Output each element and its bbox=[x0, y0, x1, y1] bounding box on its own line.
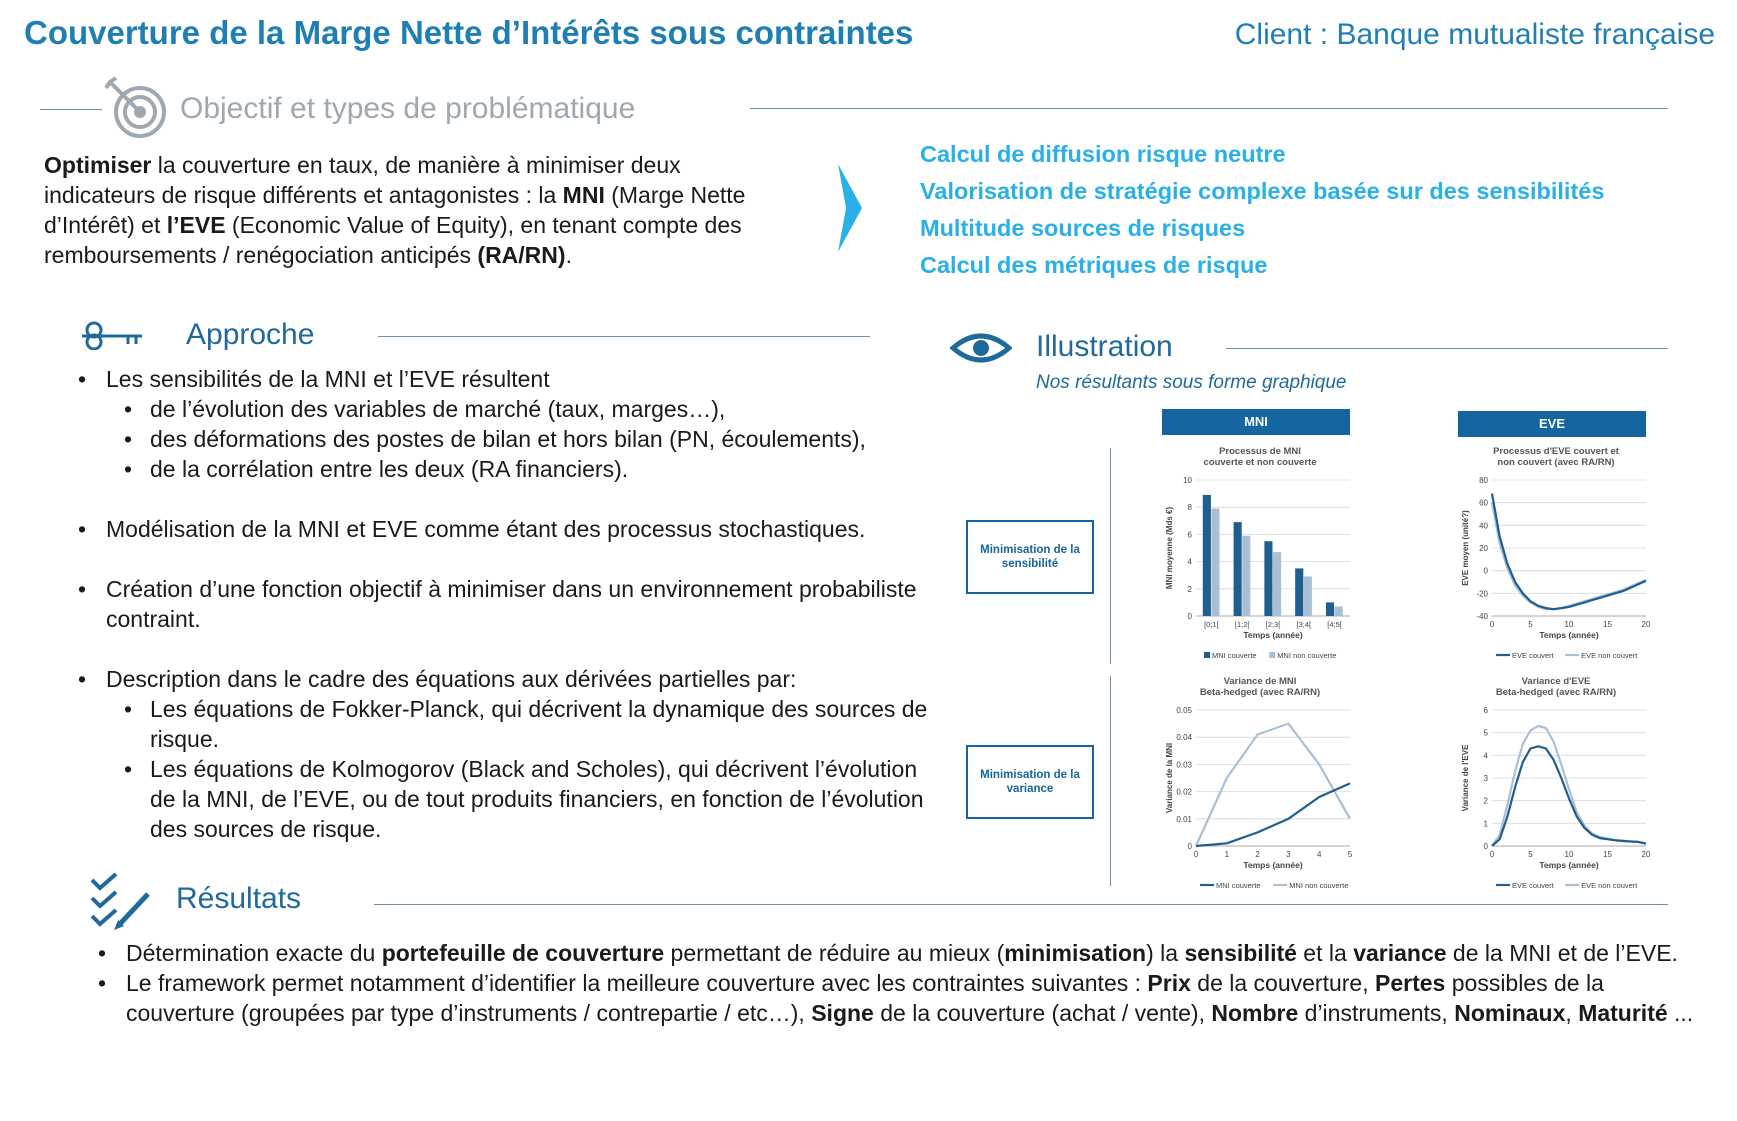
divider bbox=[378, 336, 870, 337]
objectif-paragraph bbox=[44, 150, 764, 270]
divider bbox=[40, 109, 102, 110]
y-axis-label: Variance de l'EVE bbox=[1461, 744, 1470, 812]
x-tick-label: 10 bbox=[1564, 850, 1574, 859]
approche-list bbox=[106, 364, 946, 844]
objectif-bold-run: l’EVE bbox=[166, 212, 226, 238]
y-tick-label: 0 bbox=[1483, 842, 1488, 851]
illustration-subtitle: Nos résultants sous forme graphique bbox=[1036, 372, 1347, 393]
spacer bbox=[106, 544, 946, 574]
problem-types-list bbox=[920, 136, 1604, 284]
illustration-section-title: Illustration bbox=[1036, 330, 1173, 363]
line-eve-couvert bbox=[1492, 746, 1646, 846]
spacer bbox=[106, 634, 946, 664]
approche-sub-bullet: • Les équations de Fokker-Planck, qui décrivent la dynamique des sources de risque. bbox=[150, 694, 946, 754]
bar-mni-couverte bbox=[1203, 495, 1211, 616]
legend-label: MNI non couverte bbox=[1277, 651, 1337, 658]
chart-mni-process bbox=[1160, 440, 1360, 658]
x-tick-label: 10 bbox=[1564, 620, 1574, 629]
divider bbox=[374, 904, 1668, 905]
row-label-variance: Minimisation de la variance bbox=[966, 745, 1094, 819]
divider bbox=[1226, 348, 1668, 349]
objectif-bold-run: (RA/RN) bbox=[477, 242, 566, 268]
objectif-bold-run: Optimiser bbox=[44, 152, 152, 178]
x-tick-label: 0 bbox=[1489, 620, 1495, 629]
resultats-text-run: permettant de réduire au mieux ( bbox=[664, 940, 1005, 966]
x-axis-label: Temps (année) bbox=[1243, 860, 1303, 870]
legend-label: EVE non couvert bbox=[1581, 881, 1638, 888]
problem-type-item: Calcul de diffusion risque neutre bbox=[920, 141, 1286, 167]
y-tick-label: 6 bbox=[1483, 706, 1488, 715]
y-tick-label: 20 bbox=[1479, 544, 1488, 553]
y-tick-label: -40 bbox=[1476, 612, 1488, 621]
resultats-bullet bbox=[126, 968, 1718, 1028]
approche-sub-bullet: • des déformations des postes de bilan et hors bilan (PN, écoulements), bbox=[150, 424, 946, 454]
resultats-bold-run: Nominaux bbox=[1454, 1000, 1566, 1026]
y-tick-label: 6 bbox=[1187, 530, 1192, 540]
x-axis-label: Temps (année) bbox=[1539, 630, 1599, 640]
chart-title: Processus de MNI couverte et non couverte bbox=[1203, 446, 1317, 468]
target-icon bbox=[102, 74, 168, 140]
y-tick-label: 80 bbox=[1479, 476, 1488, 485]
legend-label: EVE non couvert bbox=[1581, 651, 1638, 658]
y-tick-label: 2 bbox=[1483, 796, 1488, 806]
bar-mni-non-couverte bbox=[1211, 509, 1219, 616]
approche-bullet: • Création d’une fonction objectif à minimiser dans un environnement probabiliste contraint. bbox=[106, 574, 946, 634]
approche-bullet: • Modélisation de la MNI et EVE comme étant des processus stochastiques. bbox=[106, 514, 946, 544]
y-tick-label: 0 bbox=[1187, 612, 1192, 621]
objectif-text-run: (Marge Nette d’Intérêt) et bbox=[44, 182, 746, 238]
bar-mni-non-couverte bbox=[1273, 552, 1281, 616]
x-tick-label: 0 bbox=[1193, 850, 1199, 859]
bar-mni-couverte bbox=[1264, 541, 1272, 616]
x-tick-label: 20 bbox=[1641, 850, 1651, 859]
objectif-bold-run: MNI bbox=[562, 182, 605, 208]
resultats-bold-run: Pertes bbox=[1375, 970, 1446, 996]
x-tick-label: 5 bbox=[1528, 850, 1533, 859]
resultats-text-run: ) la bbox=[1146, 940, 1185, 966]
resultats-text-run: Le framework permet notamment d’identifier la meilleure couverture avec les contraintes suivantes : bbox=[126, 970, 1148, 996]
legend-swatch bbox=[1204, 652, 1210, 658]
resultats-text-run: de la couverture (achat / vente), bbox=[873, 1000, 1212, 1026]
objectif-text-run: la couverture en taux, de manière à minimiser deux indicateurs de risque différents et antagonistes : la bbox=[44, 152, 681, 208]
y-tick-label: -20 bbox=[1476, 589, 1488, 599]
x-tick-label: 1 bbox=[1224, 850, 1230, 859]
y-axis-label: MNI moyenne (Mds €) bbox=[1165, 506, 1174, 590]
y-tick-label: 40 bbox=[1479, 521, 1488, 531]
resultats-bold-run: variance bbox=[1353, 940, 1447, 966]
resultats-bullet bbox=[126, 938, 1718, 968]
y-tick-label: 0.01 bbox=[1176, 814, 1192, 824]
x-tick-label: 15 bbox=[1603, 850, 1612, 859]
divider bbox=[1110, 676, 1111, 886]
column-header-mni: MNI bbox=[1162, 409, 1350, 435]
x-tick-label: [2;3[ bbox=[1265, 620, 1281, 629]
x-tick-label: 2 bbox=[1255, 850, 1260, 859]
line-eve-couvert bbox=[1492, 494, 1646, 610]
y-tick-label: 60 bbox=[1479, 498, 1488, 508]
approche-sub-bullet: • Les équations de Kolmogorov (Black and Scholes), qui décrivent l’évolution de la MNI, de l’EVE, ou de tout produits financiers, en fonction de l’évolution des sources de risque. bbox=[150, 754, 946, 844]
y-tick-label: 0 bbox=[1187, 842, 1192, 851]
legend-label: EVE couvert bbox=[1512, 881, 1554, 888]
y-tick-label: 10 bbox=[1183, 476, 1192, 485]
x-axis-label: Temps (année) bbox=[1539, 860, 1599, 870]
y-tick-label: 4 bbox=[1187, 557, 1192, 567]
resultats-text-run: Détermination exacte du bbox=[126, 940, 382, 966]
objectif-text-run: . bbox=[565, 242, 572, 268]
objectif-section-title: Objectif et types de problématique bbox=[180, 92, 636, 125]
row-label-sensibilite: Minimisation de la sensibilité bbox=[966, 520, 1094, 594]
bar-mni-couverte bbox=[1326, 602, 1334, 616]
y-axis-label: Variance de la MNI bbox=[1165, 742, 1174, 814]
chart-title: Variance d'EVE Beta-hedged (avec RA/RN) bbox=[1495, 676, 1617, 698]
bar-mni-couverte bbox=[1234, 522, 1242, 616]
line-mni-non-couverte bbox=[1196, 724, 1350, 846]
chart-eve-process bbox=[1456, 440, 1656, 658]
problem-type-item: Valorisation de stratégie complexe basée sur des sensibilités bbox=[920, 178, 1605, 204]
eye-icon bbox=[950, 328, 1012, 368]
bar-mni-non-couverte bbox=[1335, 606, 1343, 616]
y-tick-label: 0 bbox=[1483, 566, 1488, 576]
x-tick-label: [1;2[ bbox=[1234, 620, 1250, 629]
problem-type-item: Calcul des métriques de risque bbox=[920, 252, 1268, 278]
resultats-section-title: Résultats bbox=[176, 882, 302, 915]
y-tick-label: 0.04 bbox=[1176, 733, 1192, 743]
resultats-list bbox=[126, 938, 1718, 1028]
y-axis-label: EVE moyen (unité?) bbox=[1461, 510, 1470, 586]
resultats-text-run: de la couverture, bbox=[1190, 970, 1376, 996]
x-tick-label: 0 bbox=[1489, 850, 1495, 859]
approche-bullet: • Les sensibilités de la MNI et l’EVE résultent bbox=[106, 364, 946, 394]
client-label: Client : Banque mutualiste française bbox=[1234, 18, 1715, 51]
x-tick-label: 5 bbox=[1347, 850, 1353, 859]
chevron-right-icon bbox=[836, 160, 864, 256]
x-tick-label: [4;5[ bbox=[1327, 620, 1342, 629]
resultats-bold-run: sensibilité bbox=[1184, 940, 1297, 966]
problem-type-item: Multitude sources de risques bbox=[920, 215, 1246, 241]
y-tick-label: 8 bbox=[1187, 503, 1192, 513]
x-axis-label: Temps (année) bbox=[1243, 630, 1303, 640]
objectif-text-run: (Economic Value of Equity), en tenant compte des remboursements / renégociation anticipés bbox=[44, 212, 742, 268]
y-tick-label: 2 bbox=[1187, 584, 1192, 594]
chart-title: Variance de MNI Beta-hedged (avec RA/RN) bbox=[1199, 676, 1321, 698]
approche-bullet: • Description dans le cadre des équations aux dérivées partielles par: bbox=[106, 664, 946, 694]
chart-mni-variance bbox=[1160, 670, 1360, 888]
approche-sub-bullet: • de l’évolution des variables de marché (taux, marges…), bbox=[150, 394, 946, 424]
resultats-bold-run: Signe bbox=[811, 1000, 874, 1026]
resultats-text-run: d’instruments, bbox=[1298, 1000, 1455, 1026]
y-tick-label: 5 bbox=[1483, 728, 1488, 738]
legend-label: MNI couverte bbox=[1212, 651, 1257, 658]
y-tick-label: 3 bbox=[1483, 774, 1488, 783]
bar-mni-couverte bbox=[1295, 568, 1303, 616]
x-tick-label: 4 bbox=[1316, 850, 1322, 859]
approche-sub-bullet: • de la corrélation entre les deux (RA financiers). bbox=[150, 454, 946, 484]
legend-swatch bbox=[1269, 652, 1275, 658]
resultats-bold-run: Prix bbox=[1147, 970, 1191, 996]
checklist-icon bbox=[88, 870, 154, 932]
page-title: Couverture de la Marge Nette d’Intérêts sous contraintes bbox=[24, 14, 914, 51]
chart-title: Processus d'EVE couvert et non couvert (avec RA/RN) bbox=[1493, 446, 1619, 468]
resultats-text-run: ... bbox=[1667, 1000, 1694, 1026]
resultats-bold-run: portefeuille de couverture bbox=[381, 940, 665, 966]
x-tick-label: [3;4[ bbox=[1296, 620, 1312, 629]
divider bbox=[750, 108, 1668, 109]
y-tick-label: 0.05 bbox=[1176, 706, 1192, 715]
resultats-bold-run: Maturité bbox=[1578, 1000, 1668, 1026]
approche-section-title: Approche bbox=[186, 318, 315, 351]
bar-mni-non-couverte bbox=[1242, 536, 1250, 616]
x-tick-label: [0;1[ bbox=[1204, 620, 1219, 629]
legend-label: EVE couvert bbox=[1512, 651, 1554, 658]
y-tick-label: 4 bbox=[1483, 751, 1488, 761]
resultats-text-run: , bbox=[1565, 1000, 1579, 1026]
x-tick-label: 3 bbox=[1286, 850, 1291, 859]
bar-mni-non-couverte bbox=[1304, 577, 1312, 616]
resultats-text-run: possibles de la couverture (groupées par type d’instruments / contrepartie / etc…), bbox=[126, 970, 1604, 1026]
legend-label: MNI couverte bbox=[1216, 881, 1261, 888]
resultats-text-run: et la bbox=[1296, 940, 1354, 966]
resultats-text-run: de la MNI et de l’EVE. bbox=[1446, 940, 1678, 966]
y-tick-label: 0.02 bbox=[1176, 787, 1192, 797]
resultats-bold-run: minimisation bbox=[1004, 940, 1147, 966]
divider bbox=[1110, 448, 1111, 664]
resultats-bold-run: Nombre bbox=[1211, 1000, 1299, 1026]
x-tick-label: 5 bbox=[1528, 620, 1533, 629]
column-header-eve: EVE bbox=[1458, 411, 1646, 437]
spacer bbox=[106, 484, 946, 514]
legend-label: MNI non couverte bbox=[1289, 881, 1349, 888]
key-icon bbox=[80, 320, 146, 350]
x-tick-label: 15 bbox=[1603, 620, 1612, 629]
y-tick-label: 0.03 bbox=[1176, 760, 1192, 770]
x-tick-label: 20 bbox=[1641, 620, 1651, 629]
chart-eve-variance bbox=[1456, 670, 1656, 888]
y-tick-label: 1 bbox=[1483, 819, 1488, 829]
